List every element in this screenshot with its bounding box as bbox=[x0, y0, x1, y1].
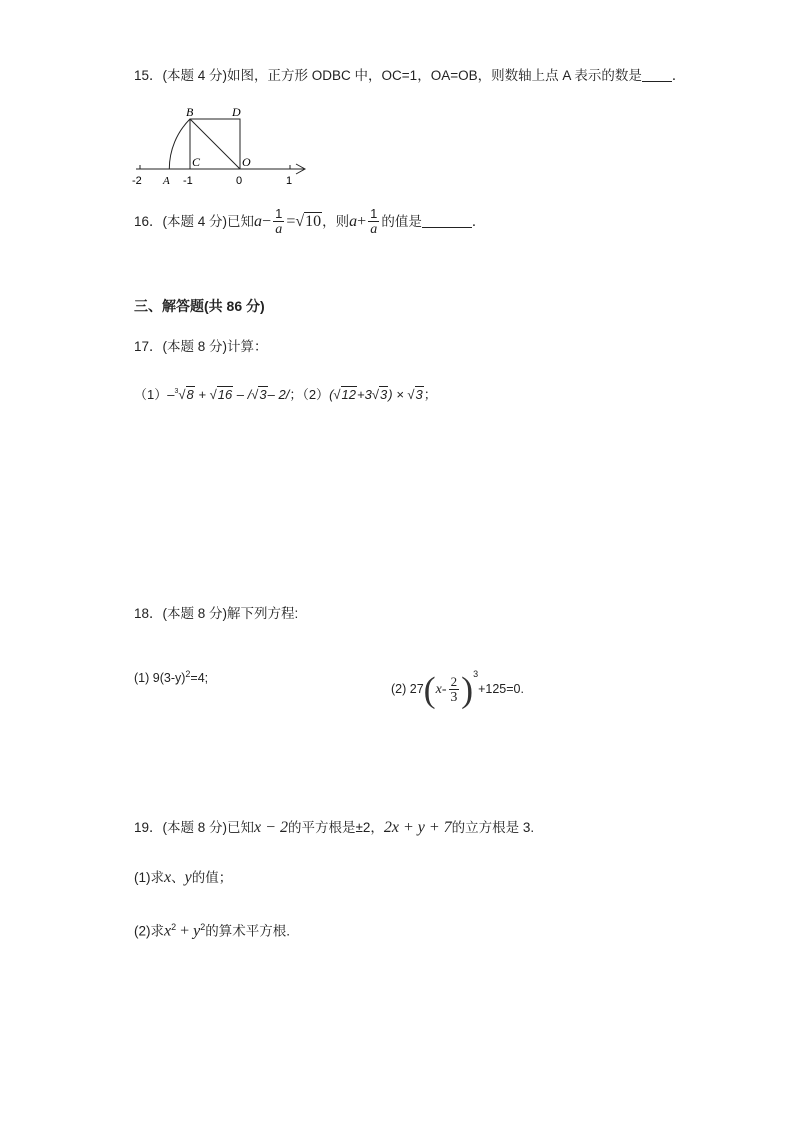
label-a: A bbox=[163, 175, 170, 187]
q15-text: 15．(本题 4 分)如图，正方形 ODBC 中，OC=1，OA=OB，则数轴上点 A 表示的数是 ． bbox=[134, 68, 686, 83]
q16-number: 16． bbox=[134, 214, 163, 229]
q15-points: (本题 4 分) bbox=[162, 68, 228, 83]
q19-sub2: (2)求$x^2 + y^2$的算术平方根. bbox=[134, 922, 291, 940]
q16-text: 16．(本题 4 分)已知a− $\frac{1}{a}$ =√10，则a+ $\frac{1}{a}$ 的值是 ． bbox=[134, 204, 485, 240]
q19-expr-x-minus-2: x − 2 bbox=[254, 819, 288, 836]
q15-number: 15． bbox=[134, 68, 163, 83]
q19-text: 19．(本题 8 分)已知x − 2的平方根是±2，2x + y + 7的立方根是 3. bbox=[134, 819, 535, 836]
q16-var-a: a bbox=[254, 213, 263, 230]
q19-sub1: (1)求x、y的值； bbox=[134, 869, 233, 886]
q16-answer-blank[interactable] bbox=[422, 213, 472, 228]
q16-points: (本题 4 分) bbox=[162, 214, 228, 229]
label-d: D bbox=[232, 105, 241, 119]
label-o: O bbox=[242, 155, 251, 169]
q15-answer-blank[interactable] bbox=[642, 67, 672, 82]
q17-text: 17．(本题 8 分)计算： bbox=[134, 339, 268, 354]
arc-b-to-a bbox=[169, 119, 190, 169]
q18-number: 18． bbox=[134, 606, 163, 621]
q19-points: (本题 8 分) bbox=[162, 820, 228, 835]
tick-label-1: 1 bbox=[286, 175, 293, 187]
q17-sqrt-16: √16 bbox=[209, 387, 233, 402]
q16-fraction-1-over-a-2: $\frac{1}{a}$ bbox=[370, 206, 378, 238]
q17-expressions: （1）–$^3$√8 + √16 – /√3– 2/；（2）(√12+3√3) × √3； bbox=[134, 382, 437, 405]
q17-sqrt-3c: √3 bbox=[407, 387, 423, 402]
q15-stem: 如图，正方形 ODBC 中，OC=1，OA=OB，则数轴上点 A 表示的数是 bbox=[227, 68, 642, 83]
tick-label-minus1: -1 bbox=[183, 175, 193, 187]
q17-sqrt-3: √3 bbox=[251, 387, 267, 402]
section-3-title: 三、解答题(共 86 分) bbox=[134, 298, 265, 314]
q18-right-paren: ) bbox=[461, 669, 474, 710]
q18-part1: (1) $9(3-y)^2=4$; bbox=[134, 669, 209, 686]
q16-fraction-1-over-a: $\frac{1}{a}$ bbox=[275, 206, 283, 238]
q19-number: 19． bbox=[134, 820, 163, 835]
q18-fraction-2-over-3: $\frac{2}{3}$ bbox=[450, 673, 458, 705]
q19-expr-2x-y-7: 2x + y + 7 bbox=[383, 819, 452, 836]
q15-number-line-figure bbox=[128, 100, 318, 190]
q16-sqrt-10: √10 bbox=[295, 213, 322, 230]
q17-number: 17． bbox=[134, 339, 163, 354]
q18-left-paren: ( bbox=[423, 669, 436, 710]
q17-cbrt-8: √8 bbox=[178, 387, 194, 402]
label-c: C bbox=[192, 155, 201, 169]
q18-part2: (2) 27(x- $\frac{2}{3}$ )$^3$+125=0. bbox=[391, 669, 524, 710]
q17-sqrt-12: √12 bbox=[333, 387, 357, 402]
label-b: B bbox=[186, 105, 194, 119]
tick-label-minus2: -2 bbox=[132, 175, 142, 187]
q18-points: (本题 8 分) bbox=[162, 606, 228, 621]
q17-points: (本题 8 分) bbox=[162, 339, 228, 354]
q17-sqrt-3b: √3 bbox=[371, 387, 388, 402]
tick-label-0: 0 bbox=[236, 175, 243, 187]
q18-text: 18．(本题 8 分)解下列方程: bbox=[134, 606, 299, 621]
